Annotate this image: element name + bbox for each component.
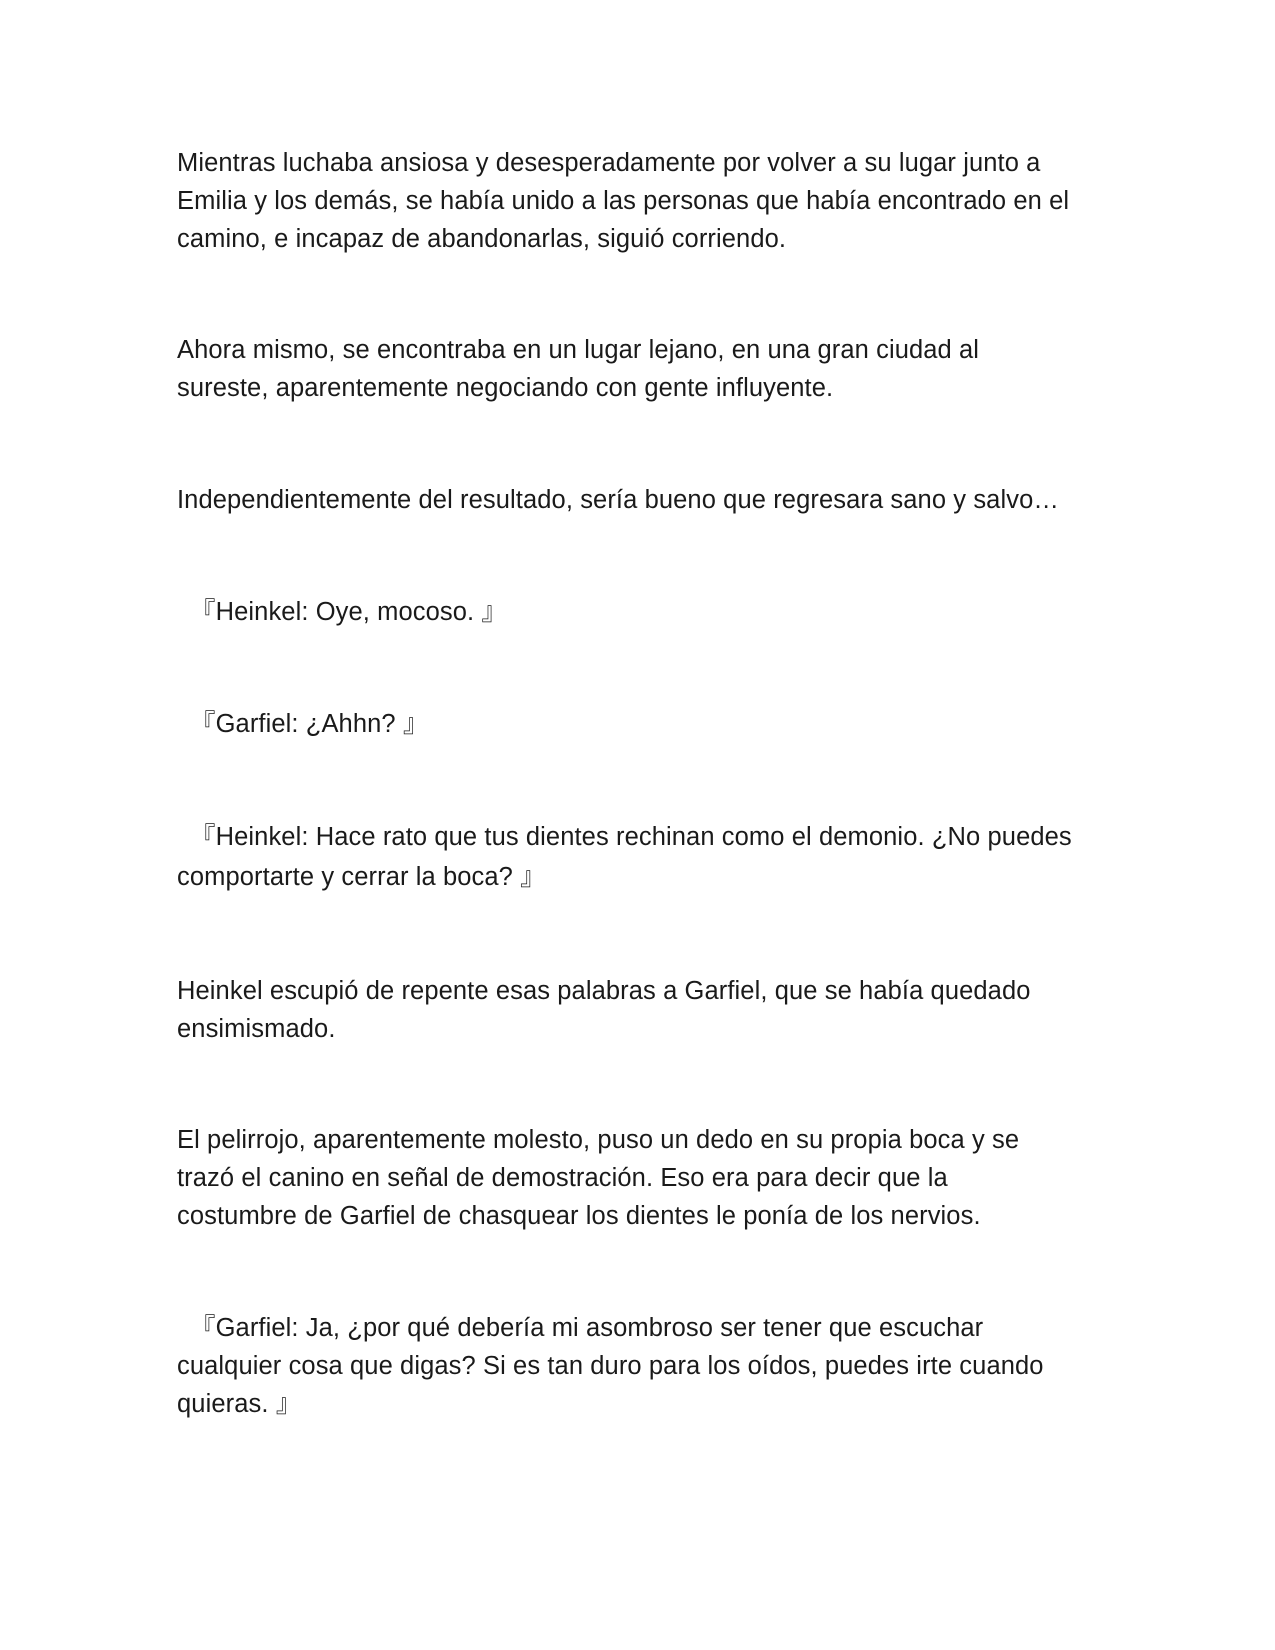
dialogue-line: cualquier cosa que digas? Si es tan duro para los oídos, puedes irte cuando	[177, 1352, 1044, 1380]
paragraph-narration-5	[177, 1121, 1107, 1235]
text-line: Emilia y los demás, se había unido a las personas que había encontrado en el	[177, 187, 1070, 215]
dialogue-line: quieras. 』	[177, 1390, 302, 1418]
text-line: sureste, aparentemente negociando con gente influyente.	[177, 374, 834, 402]
dialogue-garfiel-2	[177, 1309, 1107, 1423]
paragraph-narration-2	[177, 331, 1107, 407]
dialogue-heinkel-2	[177, 817, 1107, 897]
text-line: trazó el canino en señal de demostración. Eso era para decir que la	[177, 1164, 948, 1192]
text-line: El pelirrojo, aparentemente molesto, puso un dedo en su propia boca y se	[177, 1126, 1020, 1154]
dialogue-line: 『Garfiel: ¿Ahhn? 』	[190, 710, 429, 738]
text-line: camino, e incapaz de abandonarlas, siguió corriendo.	[177, 225, 787, 253]
text-line: Heinkel escupió de repente esas palabras a Garfiel, que se había quedado	[177, 977, 1031, 1005]
dialogue-line: 『Heinkel: Hace rato que tus dientes rechinan como el demonio. ¿No puedes	[190, 823, 1072, 851]
dialogue-garfiel-1	[177, 705, 1107, 743]
text-line: ensimismado.	[177, 1015, 336, 1043]
text-line: costumbre de Garfiel de chasquear los dientes le ponía de los nervios.	[177, 1202, 981, 1230]
dialogue-line: 『Heinkel: Oye, mocoso. 』	[190, 598, 508, 626]
dialogue-line: 『Garfiel: Ja, ¿por qué debería mi asombroso ser tener que escuchar	[190, 1314, 984, 1342]
paragraph-narration-1	[177, 144, 1107, 258]
dialogue-heinkel-1	[177, 593, 1107, 631]
dialogue-line: comportarte y cerrar la boca? 』	[177, 863, 546, 891]
text-line: Ahora mismo, se encontraba en un lugar lejano, en una gran ciudad al	[177, 336, 980, 364]
paragraph-narration-3	[177, 481, 1107, 519]
text-line: Independientemente del resultado, sería bueno que regresara sano y salvo…	[177, 486, 1059, 514]
text-line: Mientras luchaba ansiosa y desesperadamente por volver a su lugar junto a	[177, 149, 1041, 177]
paragraph-narration-4	[177, 972, 1107, 1048]
